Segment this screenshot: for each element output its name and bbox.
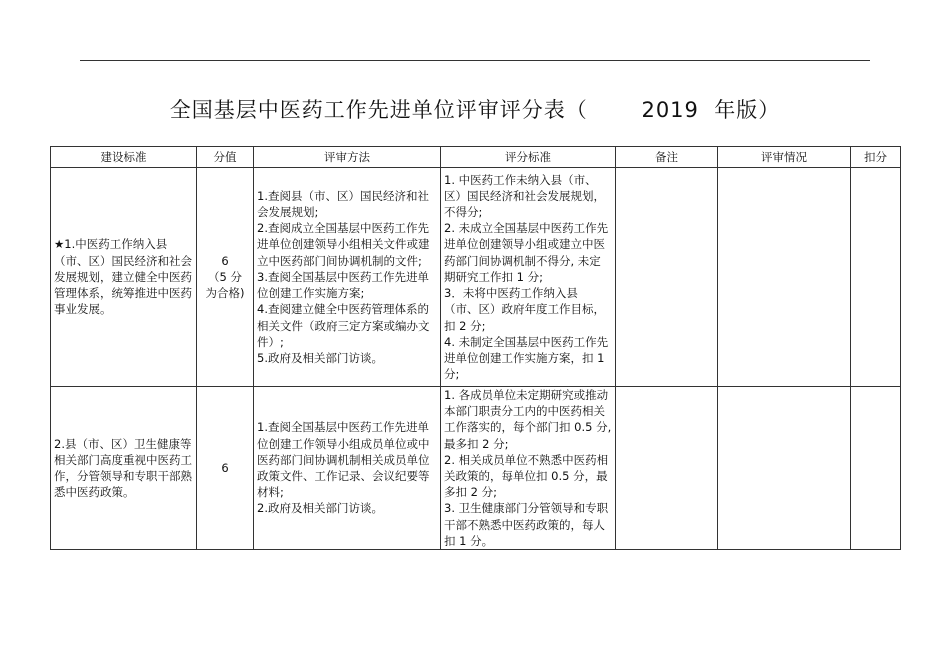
method-item: 4.查阅建立健全中医药管理体系的相关文件（政府三定方案或编办文件）; <box>257 302 430 349</box>
deduction-cell <box>851 168 901 387</box>
criteria-item: 1. 各成员单位未定期研究或推动本部门职责分工内的中医药相关工作落实的，每个部门扣 0.5 分, 最多扣 2 分; <box>444 388 612 451</box>
header-deduction: 扣分 <box>851 147 901 168</box>
criteria-item: 2. 相关成员单位不熟悉中医药相关政策的，每单位扣 0.5 分，最多扣 2 分; <box>444 452 609 500</box>
top-rule <box>80 60 870 61</box>
score-value: 6 <box>221 460 229 475</box>
method-cell <box>254 387 441 550</box>
review-cell <box>718 387 851 550</box>
note-cell <box>616 168 718 387</box>
method-item: 1.查阅县（市、区）国民经济和社会发展规划; <box>257 188 429 220</box>
page-title: 全国基层中医药工作先进单位评审评分表（ 2019 年版） <box>169 98 781 122</box>
score-note: （5 分 <box>208 269 242 284</box>
method-item: 3.查阅全国基层中医药工作先进单位创建工作实施方案; <box>257 269 429 301</box>
table-header-row <box>51 147 901 168</box>
method-cell <box>254 168 441 387</box>
criteria-cell <box>441 168 616 387</box>
scoring-table <box>50 146 901 550</box>
deduction-cell <box>851 387 901 550</box>
standard-cell: 2.县（市、区）卫生健康等相关部门高度重视中医药工作，分管领导和专职干部熟悉中医药政策。 <box>51 387 197 550</box>
header-note: 备注 <box>616 147 718 168</box>
header-score: 分值 <box>197 147 254 168</box>
header-method: 评审方法 <box>254 147 441 168</box>
score-cell <box>197 387 254 550</box>
header-review: 评审情况 <box>718 147 851 168</box>
header-standard: 建设标准 <box>51 147 197 168</box>
criteria-item: 3．未将中医药工作纳入县（市、区）政府年度工作目标，扣 2 分; <box>444 286 605 333</box>
table-row <box>51 387 901 550</box>
method-item: 2.查阅成立全国基层中医药工作先进单位创建领导小组相关文件或建立中医药部门间协调机制的文件; <box>257 221 430 268</box>
method-item: 1.查阅全国基层中医药工作先进单位创建工作领导小组成员单位或中医药部门间协调机制相关成员单位政策文件、工作记录、会议纪要等材料; <box>257 420 430 500</box>
table-row <box>51 168 901 387</box>
criteria-item: 3. 卫生健康部门分管领导和专职干部不熟悉中医药政策的，每人扣 1 分。 <box>444 501 609 548</box>
criteria-item: 4. 未制定全国基层中医药工作先进单位创建工作实施方案，扣 1 分; <box>444 334 609 382</box>
score-note: 为合格) <box>205 286 245 301</box>
standard-cell: ★1.中医药工作纳入县（市、区）国民经济和社会发展规划，建立健全中医药管理体系，统筹推进中医药事业发展。 <box>51 168 197 387</box>
score-cell <box>197 168 254 387</box>
score-value: 6 <box>221 253 229 268</box>
header-criteria: 评分标准 <box>441 147 616 168</box>
criteria-item: 1. 中医药工作未纳入县（市、区）国民经济和社会发展规划，不得分; <box>444 172 605 220</box>
criteria-item: 2. 未成立全国基层中医药工作先进单位创建领导小组或建立中医药部门间协调机制不得分, 未定期研究工作扣 1 分; <box>444 221 609 284</box>
method-item: 5.政府及相关部门访谈。 <box>257 350 383 365</box>
criteria-cell <box>441 387 616 550</box>
review-cell <box>718 168 851 387</box>
note-cell <box>616 387 718 550</box>
method-item: 2.政府及相关部门访谈。 <box>257 501 383 516</box>
